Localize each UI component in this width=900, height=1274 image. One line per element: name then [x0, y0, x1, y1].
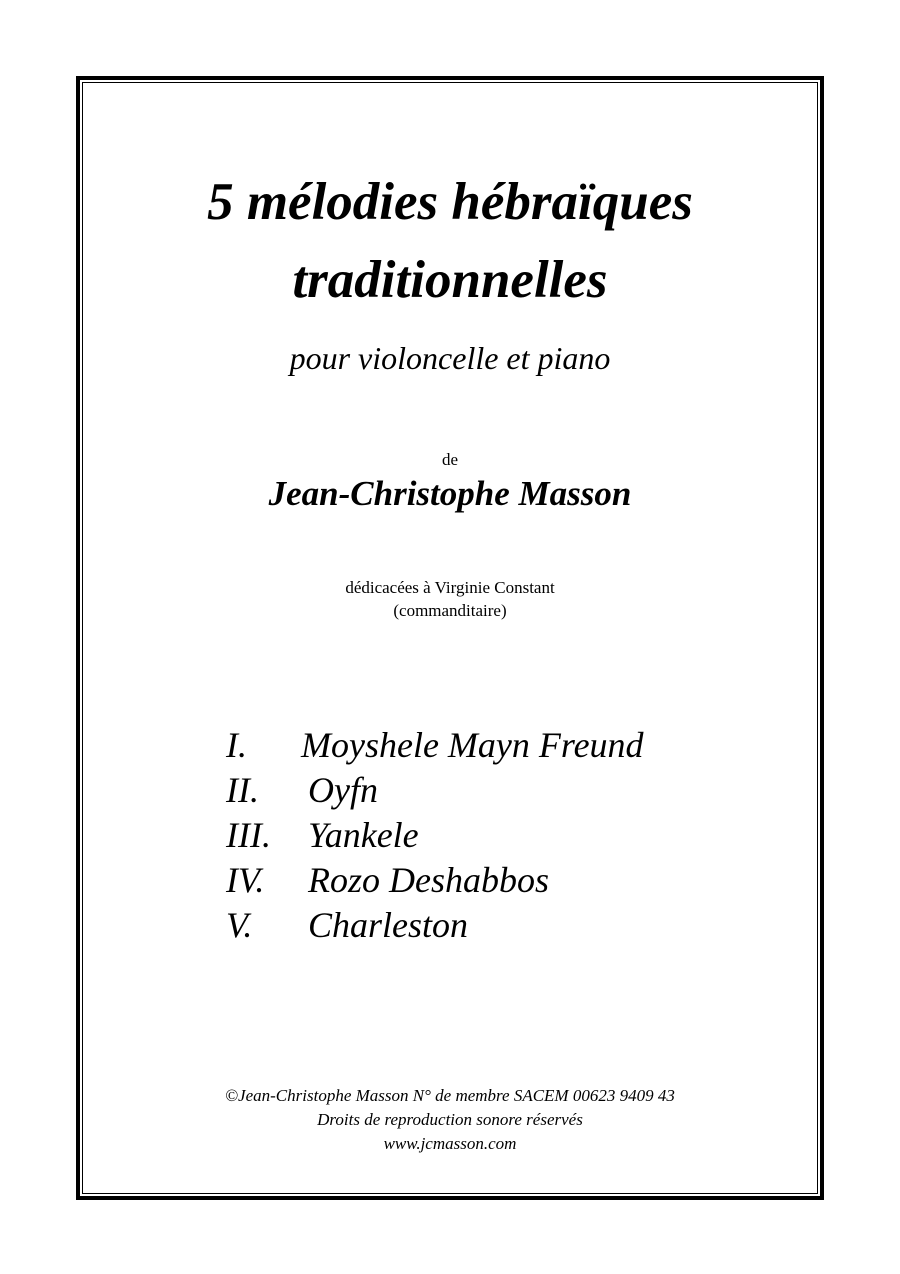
movement-numeral: V. [226, 905, 253, 945]
title-line-2: traditionnelles [292, 251, 608, 309]
title-line-1: 5 mélodies hébraïques [207, 173, 693, 231]
movement-title: Moyshele Mayn Freund [301, 725, 644, 765]
composer-name: Jean-Christophe Masson [268, 474, 632, 513]
rights-notice: Droits de reproduction sonore réservés [317, 1110, 583, 1129]
by-label: de [441, 450, 459, 469]
movement-title: Rozo Deshabbos [308, 860, 549, 900]
movement-numeral: III. [226, 815, 271, 855]
movement-title: Yankele [308, 815, 419, 855]
movement-numeral: II. [226, 770, 259, 810]
copyright-notice: ©Jean-Christophe Masson N° de membre SACEM 00623 9409 43 [225, 1086, 675, 1105]
movement-title: Oyfn [308, 770, 378, 810]
page-border-inner [82, 82, 818, 1194]
dedication-line: dédicacées à Virginie Constant [345, 578, 555, 597]
subtitle: pour violoncelle et piano [289, 340, 611, 376]
movement-title: Charleston [308, 905, 469, 945]
movement-numeral: I. [226, 725, 247, 765]
movement-numeral: IV. [226, 860, 265, 900]
dedication [82, 576, 818, 622]
dedication-commissioner: (commanditaire) [393, 601, 507, 620]
website-url: www.jcmasson.com [383, 1134, 517, 1153]
footer [82, 1084, 818, 1156]
